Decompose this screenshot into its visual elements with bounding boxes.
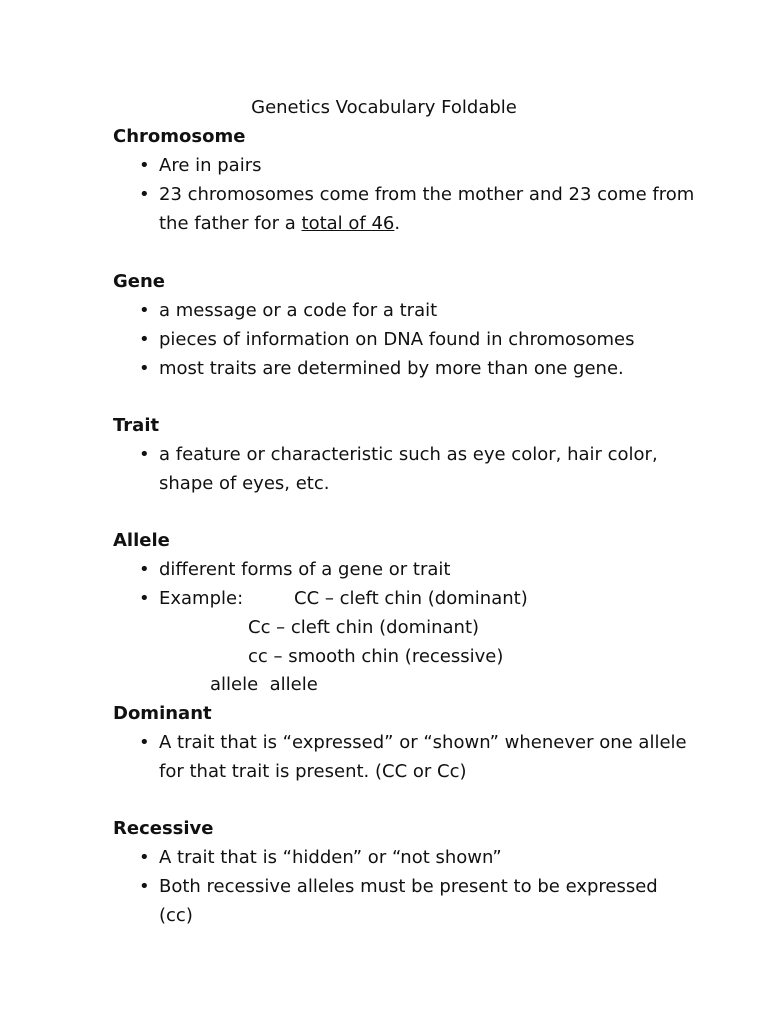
chromosome-bullet-list	[135, 151, 695, 238]
list-item: • A trait that is “expressed” or “shown” whenever one allele for that trait is present. (CC or Cc)	[135, 728, 695, 786]
example-line-3: cc – smooth chin (recessive)	[248, 646, 504, 667]
term-allele: Allele	[113, 530, 170, 551]
list-item: • most traits are determined by more than one gene.	[135, 354, 695, 383]
term-trait: Trait	[113, 415, 160, 436]
gene-bullet-list	[135, 296, 695, 383]
term-chromosome: Chromosome	[113, 126, 246, 147]
underlined-total: total of 46	[301, 213, 395, 234]
example-line-1: CC – cleft chin (dominant)	[294, 588, 528, 609]
list-item: • a message or a code for a trait	[135, 296, 695, 325]
list-item: • Are in pairs	[135, 151, 695, 180]
example-line-2: Cc – cleft chin (dominant)	[248, 617, 480, 638]
dominant-bullet-list	[135, 728, 695, 786]
term-gene: Gene	[113, 271, 166, 292]
list-item: • a feature or characteristic such as eye color, hair color, shape of eyes, etc.	[135, 440, 695, 498]
term-dominant: Dominant	[113, 703, 212, 724]
list-item: • Both recessive alleles must be present to be expressed (cc)	[135, 872, 695, 930]
list-item: • pieces of information on DNA found in chromosomes	[135, 325, 695, 354]
bullet-icon: •	[139, 876, 150, 897]
bullet-icon: •	[139, 300, 150, 321]
allele-labels: allele allele	[210, 674, 318, 695]
example-label: Example:	[159, 588, 244, 609]
document-title: Genetics Vocabulary Foldable	[251, 97, 517, 118]
list-item: • different forms of a gene or trait	[135, 555, 695, 584]
list-item: • 23 chromosomes come from the mother and 23 come from the father for a total of 46.	[135, 180, 695, 238]
bullet-icon: •	[139, 847, 150, 868]
recessive-bullet-list	[135, 843, 695, 930]
bullet-icon: •	[139, 358, 150, 379]
term-recessive: Recessive	[113, 818, 214, 839]
bullet-icon: •	[139, 732, 150, 753]
bullet-icon: •	[139, 329, 150, 350]
trait-bullet-list	[135, 440, 695, 498]
bullet-icon: •	[139, 559, 150, 580]
bullet-icon: •	[139, 588, 150, 609]
bullet-icon: •	[139, 444, 150, 465]
list-item: • A trait that is “hidden” or “not shown”	[135, 843, 695, 872]
bullet-icon: •	[139, 184, 150, 205]
bullet-icon: •	[139, 155, 150, 176]
